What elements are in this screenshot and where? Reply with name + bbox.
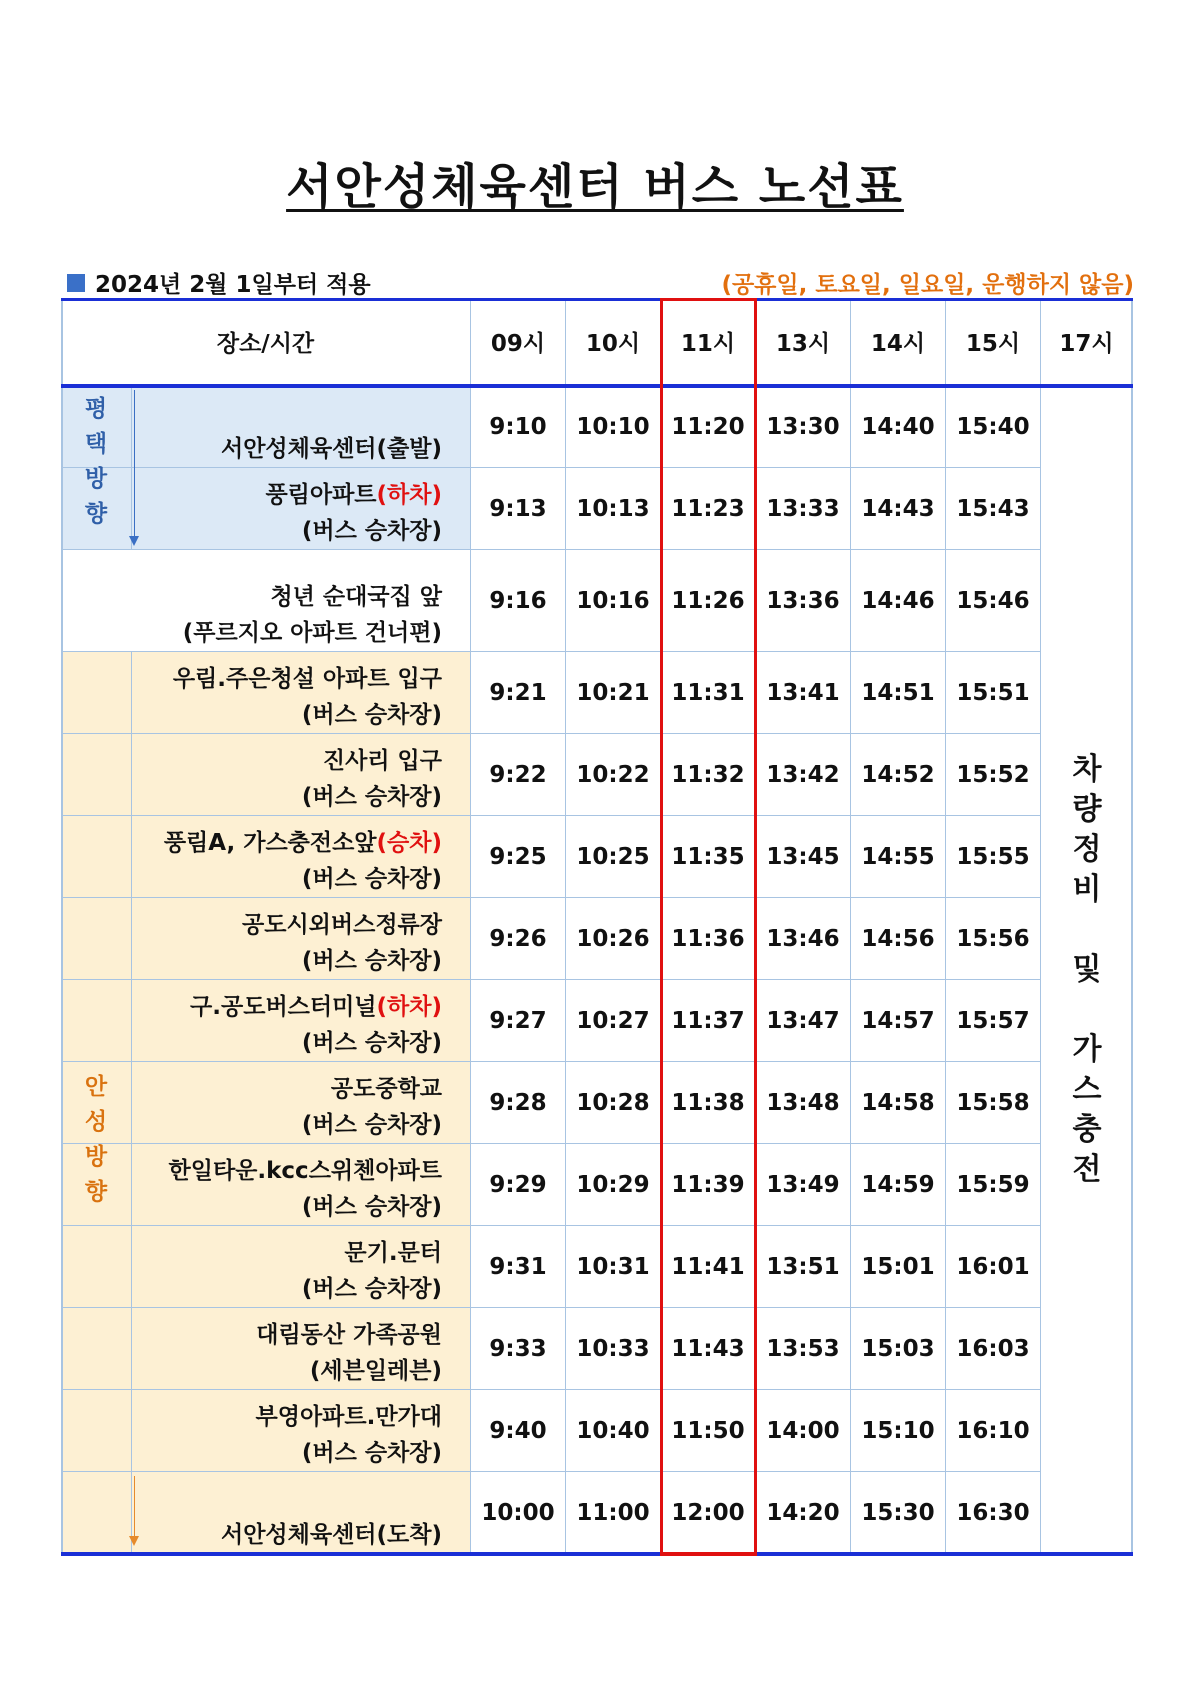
stop-name-line2: (버스 승차장) [301,1440,442,1466]
departure-time: 14:56 [851,898,946,980]
highlight-11-top [660,298,757,301]
stop-name-text: 서안성체육센터(출발) [221,436,442,462]
effective-date [67,266,371,299]
direction-char: 택 [84,431,108,457]
departure-time: 13:53 [756,1308,851,1390]
hour-header: 13시 [756,298,851,386]
stop-name-line2: (푸르지오 아파트 건너편) [182,620,442,646]
schedule-row [61,1226,1133,1308]
schedule-row [61,1390,1133,1472]
departure-time: 14:51 [851,652,946,734]
departure-time: 9:10 [471,386,566,468]
note-char: 량 [1072,791,1102,827]
stop-name-line2: (버스 승차장) [301,1030,442,1056]
departure-time: 10:16 [566,550,661,652]
departure-time: 11:35 [661,816,756,898]
stop-name-line2: (버스 승차장) [301,1194,442,1220]
departure-time: 10:33 [566,1308,661,1390]
departure-time: 13:46 [756,898,851,980]
departure-time: 15:55 [946,816,1041,898]
departure-time: 11:41 [661,1226,756,1308]
departure-time: 11:20 [661,386,756,468]
schedule-row [61,898,1133,980]
stop-name-line2: (버스 승차장) [301,1112,442,1138]
stop-name-line1 [265,477,442,513]
departure-time: 13:45 [756,816,851,898]
stop-name-line1 [256,1399,442,1435]
departure-time: 10:13 [566,468,661,550]
hour-header: 17시 [1041,298,1133,386]
departure-time: 10:22 [566,734,661,816]
schedule-row [61,1308,1133,1390]
departure-time: 11:31 [661,652,756,734]
stop-name-line1 [164,825,442,861]
stop-name-text: 서안성체육센터(도착) [221,1522,442,1548]
departure-time: 15:30 [851,1472,946,1554]
departure-time: 9:31 [471,1226,566,1308]
departure-time: 13:48 [756,1062,851,1144]
departure-time: 13:49 [756,1144,851,1226]
stop-name-line1 [270,579,442,615]
stop-name-line1 [169,1153,442,1189]
note-char: 비 [1072,871,1102,907]
stop-name-text: 대림동산 가족공원 [256,1322,442,1348]
boarding-note: (하차) [376,482,442,508]
departure-time: 14:20 [756,1472,851,1554]
departure-time: 10:00 [471,1472,566,1554]
stop-name [61,980,471,1062]
schedule-row [61,386,1133,468]
stop-name-text: 부영아파트.만가대 [255,1404,442,1430]
schedule-row [61,980,1133,1062]
hour-header: 11시 [661,298,756,386]
departure-time: 11:26 [661,550,756,652]
departure-time: 9:22 [471,734,566,816]
departure-time: 15:46 [946,550,1041,652]
stop-name-line1 [221,1517,442,1553]
departure-time: 10:25 [566,816,661,898]
outer-border [61,298,63,1554]
departure-time: 13:47 [756,980,851,1062]
departure-time: 14:52 [851,734,946,816]
stop-name-text: 문기.문터 [344,1240,442,1266]
stop-name-line1 [221,431,442,467]
direction-char: 평 [84,396,108,422]
stop-name-text: 공도중학교 [330,1076,442,1102]
departure-time: 14:00 [756,1390,851,1472]
departure-time: 15:56 [946,898,1041,980]
departure-time: 13:42 [756,734,851,816]
departure-time: 14:40 [851,386,946,468]
stop-name-line2: (버스 승차장) [301,948,442,974]
stop-name-text: 공도시외버스정류장 [242,912,442,938]
note-char: 차 [1072,751,1102,787]
direction-char: 성 [84,1109,108,1135]
schedule-row [61,1472,1133,1554]
departure-time: 9:26 [471,898,566,980]
departure-time: 15:40 [946,386,1041,468]
stop-name-line1 [242,907,442,943]
departure-time: 14:55 [851,816,946,898]
note-char: 가 [1072,1031,1102,1067]
schedule-row [61,734,1133,816]
stop-name-line1 [173,661,442,697]
departure-time: 10:21 [566,652,661,734]
stop-name [61,898,471,980]
note-char [1082,990,1092,1030]
stop-name [61,550,471,652]
square-bullet-icon [67,274,85,292]
stop-name-line2: (버스 승차장) [301,518,442,544]
departure-time: 10:10 [566,386,661,468]
stop-name-line1 [323,743,442,779]
note-char: 및 [1072,951,1102,987]
stop-name-line1 [256,1317,442,1353]
hour-header: 10시 [566,298,661,386]
departure-time: 15:52 [946,734,1041,816]
stop-name [61,816,471,898]
header-row [61,298,1133,386]
page-title: 서안성체육센터 버스 노선표 [286,159,904,215]
note-char: 정 [1072,831,1102,867]
departure-time: 15:59 [946,1144,1041,1226]
down-arrow-icon [134,390,135,538]
departure-time: 9:25 [471,816,566,898]
departure-time: 16:03 [946,1308,1041,1390]
stop-name [61,734,471,816]
departure-time: 10:29 [566,1144,661,1226]
schedule-row [61,1062,1133,1144]
departure-time: 16:01 [946,1226,1041,1308]
hour-header: 09시 [471,298,566,386]
direction-char: 방 [84,466,108,492]
blue-rule [61,384,1133,388]
departure-time: 11:32 [661,734,756,816]
departure-time: 9:13 [471,468,566,550]
departure-time: 16:30 [946,1472,1041,1554]
departure-time: 15:58 [946,1062,1041,1144]
departure-time: 15:10 [851,1390,946,1472]
blue-rule [61,298,1133,301]
note-char: 스 [1072,1071,1102,1107]
departure-time: 10:28 [566,1062,661,1144]
stop-name-line2: (버스 승차장) [301,866,442,892]
departure-time: 11:37 [661,980,756,1062]
stop-name [61,652,471,734]
outer-border [1131,298,1133,1554]
stop-name-line2: (버스 승차장) [301,1276,442,1302]
schedule-row [61,468,1133,550]
departure-time: 13:33 [756,468,851,550]
schedule-row [61,816,1133,898]
departure-time: 13:30 [756,386,851,468]
departure-time: 11:43 [661,1308,756,1390]
departure-time: 14:46 [851,550,946,652]
boarding-note: (승차) [376,830,442,856]
departure-time: 13:41 [756,652,851,734]
blue-rule [61,1552,1133,1556]
departure-time: 11:36 [661,898,756,980]
stop-name [61,1226,471,1308]
place-time-header: 장소/시간 [61,298,471,386]
direction-char: 안 [84,1074,108,1100]
direction-divider [131,652,132,1554]
departure-time: 14:59 [851,1144,946,1226]
stop-name-text: 풍림A, 가스충전소앞 [163,830,377,856]
bus-schedule-table [61,298,1133,1554]
departure-time: 10:27 [566,980,661,1062]
stop-name-text: 구.공도버스터미널 [190,994,377,1020]
departure-time: 11:38 [661,1062,756,1144]
down-arrow-icon [134,1476,135,1538]
departure-time: 9:16 [471,550,566,652]
departure-time: 11:39 [661,1144,756,1226]
note-char [1082,910,1092,950]
stop-name [61,1472,471,1554]
note-char: 충 [1072,1111,1102,1147]
departure-time: 13:51 [756,1226,851,1308]
stop-name-line2: (세븐일레븐) [309,1358,442,1384]
note-char: 전 [1072,1151,1102,1187]
stop-name-line2: (버스 승차장) [301,702,442,728]
departure-time: 9:33 [471,1308,566,1390]
stop-name-line1 [331,1071,442,1107]
departure-time: 14:58 [851,1062,946,1144]
departure-time: 13:36 [756,550,851,652]
stop-name-text: 청년 순대국집 앞 [270,584,442,610]
departure-time: 15:57 [946,980,1041,1062]
direction-char: 향 [84,501,108,527]
stop-name-line2: (버스 승차장) [301,784,442,810]
hour-header: 14시 [851,298,946,386]
departure-time: 9:28 [471,1062,566,1144]
boarding-note: (하차) [376,994,442,1020]
departure-time: 10:40 [566,1390,661,1472]
departure-time: 15:43 [946,468,1041,550]
arrow-head-icon [129,536,139,546]
departure-time: 14:43 [851,468,946,550]
departure-time: 16:10 [946,1390,1041,1472]
stop-name-line1 [190,989,442,1025]
departure-time: 11:50 [661,1390,756,1472]
service-notice: (공휴일, 토요일, 일요일, 운행하지 않음) [721,272,1134,298]
anseong-direction-label [61,1070,131,1210]
direction-char: 향 [84,1179,108,1205]
departure-time: 9:29 [471,1144,566,1226]
stop-name-text: 풍림아파트 [265,482,377,508]
direction-char: 방 [84,1144,108,1170]
highlight-11-column [660,298,757,1555]
stop-name-text: 우림.주은청설 아파트 입구 [172,666,442,692]
departure-time: 9:27 [471,980,566,1062]
stop-name-text: 진사리 입구 [322,748,442,774]
departure-time: 15:01 [851,1226,946,1308]
effective-date-text: 2024년 2월 1일부터 적용 [95,272,371,298]
schedule-row [61,652,1133,734]
hour-header: 15시 [946,298,1041,386]
arrow-head-icon [129,1536,139,1546]
departure-time: 9:40 [471,1390,566,1472]
schedule-row [61,1144,1133,1226]
stop-name [61,1308,471,1390]
departure-time: 10:26 [566,898,661,980]
pyeongtaek-direction-label [61,392,131,532]
schedule-row [61,550,1133,652]
departure-time: 15:51 [946,652,1041,734]
highlight-11-bottom [660,1552,757,1556]
stop-name-line1 [344,1235,442,1271]
departure-time: 9:21 [471,652,566,734]
direction-divider [131,386,132,550]
departure-time: 11:00 [566,1472,661,1554]
departure-time: 11:23 [661,468,756,550]
departure-time: 10:31 [566,1226,661,1308]
stop-name-text: 한일타운.kcc스위첸아파트 [168,1158,442,1184]
departure-time: 15:03 [851,1308,946,1390]
departure-time: 12:00 [661,1472,756,1554]
departure-time: 14:57 [851,980,946,1062]
stop-name [61,1390,471,1472]
maintenance-note [1041,386,1133,1554]
